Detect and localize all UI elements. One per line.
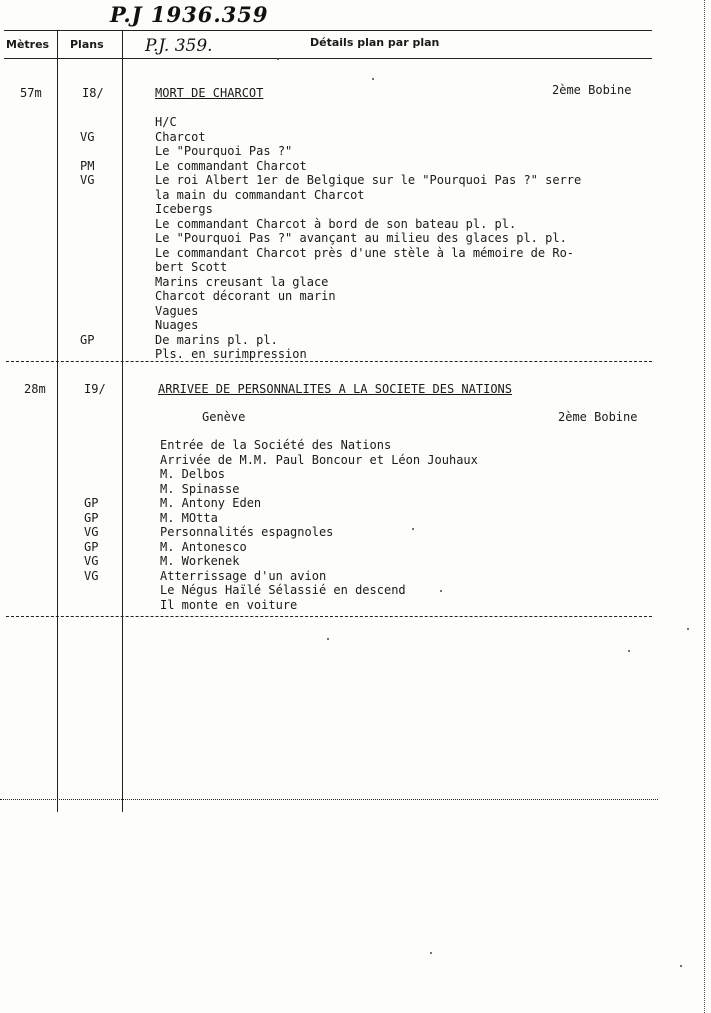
- plan-code: [80, 202, 120, 217]
- shot-description: Arrivée de M.M. Paul Boncour et Léon Jouhaux: [160, 452, 478, 467]
- scan-speck: [327, 638, 329, 640]
- plan-code: [80, 318, 120, 333]
- section-1-metres: 57m: [20, 86, 42, 100]
- section-2-number: I9/: [84, 382, 106, 396]
- right-page-edge: [704, 0, 705, 1013]
- shot-description: Vagues: [155, 303, 199, 318]
- shot-description: M. Delbos: [160, 467, 226, 481]
- plan-code: GP: [84, 539, 99, 554]
- shot-description: Nuages: [155, 318, 199, 332]
- table-top-border: [4, 30, 652, 31]
- shot-description: Entrée de la Société des Nations: [160, 438, 392, 452]
- scan-speck: [412, 528, 414, 530]
- plan-code: [80, 260, 120, 275]
- header-handwritten-ref: P.J. 359.: [145, 36, 213, 56]
- shot-description: M. Antonesco: [160, 539, 247, 554]
- plan-code: [84, 453, 120, 468]
- header-details: Détails plan par plan: [310, 36, 440, 49]
- section-divider: [6, 616, 652, 617]
- header-metres: Mètres: [6, 38, 50, 51]
- shot-description: Charcot: [155, 129, 206, 144]
- section-2-reel: 2ème Bobine: [558, 410, 638, 424]
- shot-description: Le "Pourquoi Pas ?" avançant au milieu des glaces pl. pl.: [155, 231, 567, 245]
- section-divider: [6, 361, 652, 362]
- plan-code: [84, 583, 120, 598]
- plan-code: [84, 482, 120, 497]
- section-1-number: I8/: [82, 86, 104, 100]
- shot-description: M. Spinasse: [160, 481, 240, 496]
- section-2-title: ARRIVEE DE PERSONNALITES A LA SOCIETE DES NATIONS: [158, 382, 513, 396]
- scan-speck: [372, 78, 374, 80]
- plan-code: [84, 438, 120, 453]
- shot-description: la main du commandant Charcot: [155, 187, 365, 202]
- plan-code: [80, 246, 120, 261]
- shot-description: De marins pl. pl.: [155, 332, 278, 347]
- plan-code: [80, 289, 120, 304]
- plan-code: [80, 188, 120, 203]
- plan-code: [80, 231, 120, 246]
- archive-reference: P.J 1936.359: [110, 2, 269, 27]
- shot-description: Marins creusant la glace: [155, 274, 329, 289]
- scan-speck: [628, 650, 630, 652]
- shot-description: Le "Pourquoi Pas ?": [155, 144, 293, 158]
- scan-speck: [430, 952, 432, 954]
- plan-code: [80, 217, 120, 232]
- shot-description: Il monte en voiture: [160, 597, 298, 612]
- plan-code: GP: [84, 496, 99, 510]
- scan-speck: [687, 628, 689, 630]
- plan-code: [80, 115, 120, 130]
- shot-description: H/C: [155, 115, 177, 129]
- scan-speck: [277, 58, 279, 60]
- shot-description: Icebergs: [155, 202, 213, 216]
- plan-code: [80, 144, 120, 159]
- section-1-details-column: [155, 115, 650, 362]
- plan-code: GP: [80, 332, 95, 347]
- section-2-place: Genève: [202, 410, 246, 424]
- plan-code: VG: [84, 525, 99, 539]
- header-plans: Plans: [70, 38, 104, 51]
- section-2-metres: 28m: [24, 382, 46, 396]
- shot-description: Pls. en surimpression: [155, 347, 307, 361]
- section-1-reel: 2ème Bobine: [552, 83, 632, 97]
- shot-description: Le commandant Charcot: [155, 158, 307, 173]
- page-bottom-divider: [0, 799, 658, 800]
- plan-code: [80, 275, 120, 290]
- column-divider-right: [122, 30, 123, 812]
- shot-description: Le roi Albert 1er de Belgique sur le "Pourquoi Pas ?" serre: [155, 173, 582, 187]
- plan-code: VG: [84, 554, 99, 568]
- section-1-plans-column: [80, 115, 120, 362]
- section-2-details-column: [160, 438, 650, 612]
- plan-code: [80, 347, 120, 362]
- plan-code: VG: [80, 129, 95, 144]
- column-divider-left: [57, 30, 58, 812]
- plan-code: VG: [80, 173, 95, 187]
- shot-description: Le commandant Charcot près d'une stèle à la mémoire de Ro-: [155, 245, 575, 260]
- shot-description: M. MOtta: [160, 510, 218, 525]
- plan-code: PM: [80, 158, 95, 173]
- plan-code: VG: [84, 568, 99, 583]
- header-bottom-border: [4, 58, 652, 59]
- plan-code: [84, 598, 120, 613]
- shot-description: Le commandant Charcot à bord de son bateau pl. pl.: [155, 216, 517, 231]
- section-1-title: MORT DE CHARCOT: [155, 86, 264, 100]
- shot-description: Atterrissage d'un avion: [160, 568, 327, 583]
- section-2-plans-column: [84, 438, 120, 612]
- scan-speck: [680, 965, 682, 967]
- shot-description: M. Workenek: [160, 554, 240, 568]
- shot-description: M. Antony Eden: [160, 496, 262, 510]
- shot-description: Charcot décorant un marin: [155, 289, 336, 303]
- plan-code: [84, 467, 120, 482]
- shot-description: bert Scott: [155, 260, 228, 274]
- shot-description: Le Négus Haïlé Sélassié en descend: [160, 583, 406, 597]
- scan-speck: [440, 590, 442, 592]
- plan-code: [80, 304, 120, 319]
- plan-code: GP: [84, 510, 99, 525]
- shot-description: Personnalités espagnoles: [160, 525, 334, 539]
